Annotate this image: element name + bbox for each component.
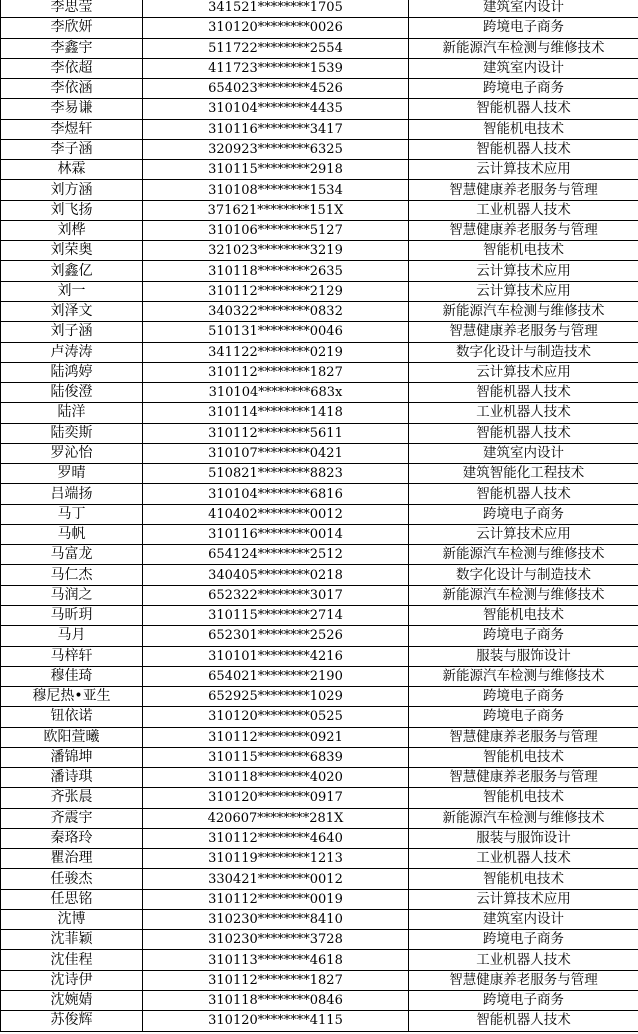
- table-row[interactable]: [1, 626, 638, 646]
- table-row[interactable]: [1, 200, 638, 220]
- major-cell[interactable]: 智慧健康养老服务与管理: [409, 180, 638, 200]
- table-row[interactable]: [1, 930, 638, 950]
- id-number-cell[interactable]: 310112********1827: [143, 362, 409, 382]
- table-row[interactable]: [1, 869, 638, 889]
- table-row[interactable]: [1, 504, 638, 524]
- id-number-cell[interactable]: 310112********2129: [143, 281, 409, 301]
- id-number-cell[interactable]: 341521********1705: [143, 0, 409, 18]
- major-cell[interactable]: 跨境电子商务: [409, 626, 638, 646]
- student-name-cell[interactable]: 李子涵: [1, 139, 143, 159]
- id-number-cell[interactable]: 652322********3017: [143, 585, 409, 605]
- table-row[interactable]: [1, 443, 638, 463]
- table-row[interactable]: [1, 261, 638, 281]
- student-name-cell[interactable]: 陆鸿婷: [1, 362, 143, 382]
- table-row[interactable]: [1, 241, 638, 261]
- major-cell[interactable]: 新能源汽车检测与维修技术: [409, 585, 638, 605]
- table-row[interactable]: [1, 38, 638, 58]
- table-row[interactable]: [1, 119, 638, 139]
- major-cell[interactable]: 跨境电子商务: [409, 18, 638, 38]
- id-number-cell[interactable]: 310112********5611: [143, 423, 409, 443]
- id-number-cell[interactable]: 310106********5127: [143, 220, 409, 240]
- id-number-cell[interactable]: 310104********683x: [143, 383, 409, 403]
- table-row[interactable]: [1, 768, 638, 788]
- table-row[interactable]: [1, 849, 638, 869]
- id-number-cell[interactable]: 310104********4435: [143, 99, 409, 119]
- table-row[interactable]: [1, 220, 638, 240]
- student-name-cell[interactable]: 欧阳萱曦: [1, 727, 143, 747]
- id-number-cell[interactable]: 310115********2918: [143, 160, 409, 180]
- table-row[interactable]: [1, 79, 638, 99]
- id-number-cell[interactable]: 310116********3417: [143, 119, 409, 139]
- student-name-cell[interactable]: 李易谦: [1, 99, 143, 119]
- major-cell[interactable]: 跨境电子商务: [409, 930, 638, 950]
- student-name-cell[interactable]: 罗沁怡: [1, 443, 143, 463]
- table-row[interactable]: [1, 362, 638, 382]
- major-cell[interactable]: 云计算技术应用: [409, 160, 638, 180]
- student-name-cell[interactable]: 吕端扬: [1, 484, 143, 504]
- id-number-cell[interactable]: 654124********2512: [143, 545, 409, 565]
- major-cell[interactable]: 智慧健康养老服务与管理: [409, 727, 638, 747]
- id-number-cell[interactable]: 310120********0026: [143, 18, 409, 38]
- major-cell[interactable]: 智能机器人技术: [409, 139, 638, 159]
- major-cell[interactable]: 智慧健康养老服务与管理: [409, 220, 638, 240]
- student-name-cell[interactable]: 马月: [1, 626, 143, 646]
- major-cell[interactable]: 智能机器人技术: [409, 423, 638, 443]
- major-cell[interactable]: 智能机电技术: [409, 747, 638, 767]
- id-number-cell[interactable]: 310112********0921: [143, 727, 409, 747]
- major-cell[interactable]: 工业机器人技术: [409, 200, 638, 220]
- student-name-cell[interactable]: 刘泽文: [1, 301, 143, 321]
- student-name-cell[interactable]: 齐张晨: [1, 788, 143, 808]
- table-row[interactable]: [1, 646, 638, 666]
- major-cell[interactable]: 智能机电技术: [409, 788, 638, 808]
- major-cell[interactable]: 数字化设计与制造技术: [409, 342, 638, 362]
- table-row[interactable]: [1, 585, 638, 605]
- student-name-cell[interactable]: 刘一: [1, 281, 143, 301]
- major-cell[interactable]: 智能机电技术: [409, 605, 638, 625]
- student-name-cell[interactable]: 陆俊澄: [1, 383, 143, 403]
- table-row[interactable]: [1, 727, 638, 747]
- table-row[interactable]: [1, 281, 638, 301]
- major-cell[interactable]: 建筑室内设计: [409, 0, 638, 18]
- major-cell[interactable]: 智慧健康养老服务与管理: [409, 768, 638, 788]
- student-name-cell[interactable]: 罗晴: [1, 464, 143, 484]
- table-row[interactable]: [1, 687, 638, 707]
- major-cell[interactable]: 云计算技术应用: [409, 889, 638, 909]
- student-name-cell[interactable]: 刘桦: [1, 220, 143, 240]
- id-number-cell[interactable]: 511722********2554: [143, 38, 409, 58]
- student-name-cell[interactable]: 任思铭: [1, 889, 143, 909]
- major-cell[interactable]: 新能源汽车检测与维修技术: [409, 808, 638, 828]
- id-number-cell[interactable]: 310120********4115: [143, 1011, 409, 1031]
- id-number-cell[interactable]: 310113********4618: [143, 950, 409, 970]
- student-name-cell[interactable]: 潘诗琪: [1, 768, 143, 788]
- major-cell[interactable]: 建筑智能化工程技术: [409, 464, 638, 484]
- major-cell[interactable]: 工业机器人技术: [409, 403, 638, 423]
- student-name-cell[interactable]: 沈博: [1, 909, 143, 929]
- major-cell[interactable]: 服装与服饰设计: [409, 646, 638, 666]
- id-number-cell[interactable]: 310118********4020: [143, 768, 409, 788]
- student-name-cell[interactable]: 陆洋: [1, 403, 143, 423]
- id-number-cell[interactable]: 310101********4216: [143, 646, 409, 666]
- major-cell[interactable]: 新能源汽车检测与维修技术: [409, 38, 638, 58]
- table-row[interactable]: [1, 383, 638, 403]
- student-name-cell[interactable]: 刘子涵: [1, 322, 143, 342]
- major-cell[interactable]: 智能机器人技术: [409, 99, 638, 119]
- major-cell[interactable]: 建筑室内设计: [409, 443, 638, 463]
- student-name-cell[interactable]: 卢涛涛: [1, 342, 143, 362]
- id-number-cell[interactable]: 310112********1827: [143, 970, 409, 990]
- student-name-cell[interactable]: 穆尼热•亚生: [1, 687, 143, 707]
- table-row[interactable]: [1, 0, 638, 18]
- major-cell[interactable]: 云计算技术应用: [409, 261, 638, 281]
- table-row[interactable]: [1, 139, 638, 159]
- id-number-cell[interactable]: 310118********0846: [143, 991, 409, 1011]
- id-number-cell[interactable]: 320923********6325: [143, 139, 409, 159]
- id-number-cell[interactable]: 310107********0421: [143, 443, 409, 463]
- student-name-cell[interactable]: 刘荣奥: [1, 241, 143, 261]
- student-name-cell[interactable]: 李依涵: [1, 79, 143, 99]
- major-cell[interactable]: 新能源汽车检测与维修技术: [409, 666, 638, 686]
- table-row[interactable]: [1, 991, 638, 1011]
- student-name-cell[interactable]: 苏俊辉: [1, 1011, 143, 1031]
- major-cell[interactable]: 跨境电子商务: [409, 504, 638, 524]
- id-number-cell[interactable]: 652301********2526: [143, 626, 409, 646]
- table-row[interactable]: [1, 403, 638, 423]
- id-number-cell[interactable]: 310120********0525: [143, 707, 409, 727]
- student-name-cell[interactable]: 任骏杰: [1, 869, 143, 889]
- student-name-cell[interactable]: 沈佳程: [1, 950, 143, 970]
- student-name-cell[interactable]: 瞿治理: [1, 849, 143, 869]
- table-row[interactable]: [1, 342, 638, 362]
- id-number-cell[interactable]: 310114********1418: [143, 403, 409, 423]
- student-name-cell[interactable]: 马帆: [1, 524, 143, 544]
- table-row[interactable]: [1, 909, 638, 929]
- major-cell[interactable]: 智慧健康养老服务与管理: [409, 970, 638, 990]
- major-cell[interactable]: 智能机器人技术: [409, 484, 638, 504]
- major-cell[interactable]: 智能机电技术: [409, 241, 638, 261]
- major-cell[interactable]: 智能机电技术: [409, 869, 638, 889]
- major-cell[interactable]: 建筑室内设计: [409, 58, 638, 78]
- major-cell[interactable]: 智能机器人技术: [409, 1011, 638, 1031]
- id-number-cell[interactable]: 410402********0012: [143, 504, 409, 524]
- table-row[interactable]: [1, 788, 638, 808]
- table-row[interactable]: [1, 464, 638, 484]
- major-cell[interactable]: 建筑室内设计: [409, 909, 638, 929]
- student-name-cell[interactable]: 秦珞玲: [1, 828, 143, 848]
- student-name-cell[interactable]: 穆佳琦: [1, 666, 143, 686]
- table-row[interactable]: [1, 423, 638, 443]
- student-name-cell[interactable]: 刘鑫亿: [1, 261, 143, 281]
- table-row[interactable]: [1, 707, 638, 727]
- id-number-cell[interactable]: 341122********0219: [143, 342, 409, 362]
- student-name-cell[interactable]: 刘方涵: [1, 180, 143, 200]
- major-cell[interactable]: 新能源汽车检测与维修技术: [409, 301, 638, 321]
- id-number-cell[interactable]: 310108********1534: [143, 180, 409, 200]
- id-number-cell[interactable]: 310230********8410: [143, 909, 409, 929]
- table-row[interactable]: [1, 605, 638, 625]
- major-cell[interactable]: 智能机器人技术: [409, 383, 638, 403]
- table-row[interactable]: [1, 808, 638, 828]
- student-name-cell[interactable]: 沈诗伊: [1, 970, 143, 990]
- id-number-cell[interactable]: 310115********2714: [143, 605, 409, 625]
- table-row[interactable]: [1, 58, 638, 78]
- id-number-cell[interactable]: 310112********0019: [143, 889, 409, 909]
- id-number-cell[interactable]: 310120********0917: [143, 788, 409, 808]
- student-name-cell[interactable]: 马梓轩: [1, 646, 143, 666]
- major-cell[interactable]: 云计算技术应用: [409, 362, 638, 382]
- major-cell[interactable]: 智能机电技术: [409, 119, 638, 139]
- student-table-body: [1, 0, 638, 1031]
- id-number-cell[interactable]: 310116********0014: [143, 524, 409, 544]
- id-number-cell[interactable]: 310230********3728: [143, 930, 409, 950]
- major-cell[interactable]: 新能源汽车检测与维修技术: [409, 545, 638, 565]
- student-name-cell[interactable]: 林霖: [1, 160, 143, 180]
- id-number-cell[interactable]: 330421********0012: [143, 869, 409, 889]
- student-name-cell[interactable]: 马富龙: [1, 545, 143, 565]
- table-row[interactable]: [1, 180, 638, 200]
- major-cell[interactable]: 工业机器人技术: [409, 849, 638, 869]
- id-number-cell[interactable]: 340322********0832: [143, 301, 409, 321]
- student-name-cell[interactable]: 钮依诺: [1, 707, 143, 727]
- student-name-cell[interactable]: 李思莹: [1, 0, 143, 18]
- id-number-cell[interactable]: 310104********6816: [143, 484, 409, 504]
- table-row[interactable]: [1, 828, 638, 848]
- student-name-cell[interactable]: 李依超: [1, 58, 143, 78]
- student-name-cell[interactable]: 马丁: [1, 504, 143, 524]
- id-number-cell[interactable]: 654023********4526: [143, 79, 409, 99]
- student-name-cell[interactable]: 马润之: [1, 585, 143, 605]
- table-row[interactable]: [1, 889, 638, 909]
- table-row[interactable]: [1, 1011, 638, 1031]
- major-cell[interactable]: 服装与服饰设计: [409, 828, 638, 848]
- table-row[interactable]: [1, 484, 638, 504]
- major-cell[interactable]: 跨境电子商务: [409, 991, 638, 1011]
- id-number-cell[interactable]: 654021********2190: [143, 666, 409, 686]
- table-row[interactable]: [1, 970, 638, 990]
- id-number-cell[interactable]: 310115********6839: [143, 747, 409, 767]
- id-number-cell[interactable]: 510131********0046: [143, 322, 409, 342]
- id-number-cell[interactable]: 371621********151X: [143, 200, 409, 220]
- table-row[interactable]: [1, 322, 638, 342]
- student-name-cell[interactable]: 陆奕斯: [1, 423, 143, 443]
- table-row[interactable]: [1, 545, 638, 565]
- id-number-cell[interactable]: 510821********8823: [143, 464, 409, 484]
- id-number-cell[interactable]: 310112********4640: [143, 828, 409, 848]
- id-number-cell[interactable]: 652925********1029: [143, 687, 409, 707]
- table-row[interactable]: [1, 747, 638, 767]
- student-name-cell[interactable]: 马昕玥: [1, 605, 143, 625]
- student-name-cell[interactable]: 马仁杰: [1, 565, 143, 585]
- table-row[interactable]: [1, 950, 638, 970]
- table-row[interactable]: [1, 666, 638, 686]
- major-cell[interactable]: 数字化设计与制造技术: [409, 565, 638, 585]
- student-name-cell[interactable]: 李鑫宇: [1, 38, 143, 58]
- table-row[interactable]: [1, 565, 638, 585]
- student-name-cell[interactable]: 潘锦坤: [1, 747, 143, 767]
- table-row[interactable]: [1, 99, 638, 119]
- student-name-cell[interactable]: 沈婉婧: [1, 991, 143, 1011]
- id-number-cell[interactable]: 420607********281X: [143, 808, 409, 828]
- table-row[interactable]: [1, 524, 638, 544]
- major-cell[interactable]: 跨境电子商务: [409, 707, 638, 727]
- student-name-cell[interactable]: 李欣妍: [1, 18, 143, 38]
- id-number-cell[interactable]: 321023********3219: [143, 241, 409, 261]
- table-row[interactable]: [1, 301, 638, 321]
- major-cell[interactable]: 跨境电子商务: [409, 79, 638, 99]
- student-name-cell[interactable]: 沈菲颖: [1, 930, 143, 950]
- major-cell[interactable]: 工业机器人技术: [409, 950, 638, 970]
- id-number-cell[interactable]: 411723********1539: [143, 58, 409, 78]
- table-row[interactable]: [1, 18, 638, 38]
- student-name-cell[interactable]: 齐震宇: [1, 808, 143, 828]
- student-name-cell[interactable]: 李煜轩: [1, 119, 143, 139]
- major-cell[interactable]: 云计算技术应用: [409, 281, 638, 301]
- major-cell[interactable]: 云计算技术应用: [409, 524, 638, 544]
- id-number-cell[interactable]: 340405********0218: [143, 565, 409, 585]
- table-row[interactable]: [1, 160, 638, 180]
- major-cell[interactable]: 智慧健康养老服务与管理: [409, 322, 638, 342]
- id-number-cell[interactable]: 310119********1213: [143, 849, 409, 869]
- student-name-cell[interactable]: 刘飞扬: [1, 200, 143, 220]
- major-cell[interactable]: 跨境电子商务: [409, 687, 638, 707]
- id-number-cell[interactable]: 310118********2635: [143, 261, 409, 281]
